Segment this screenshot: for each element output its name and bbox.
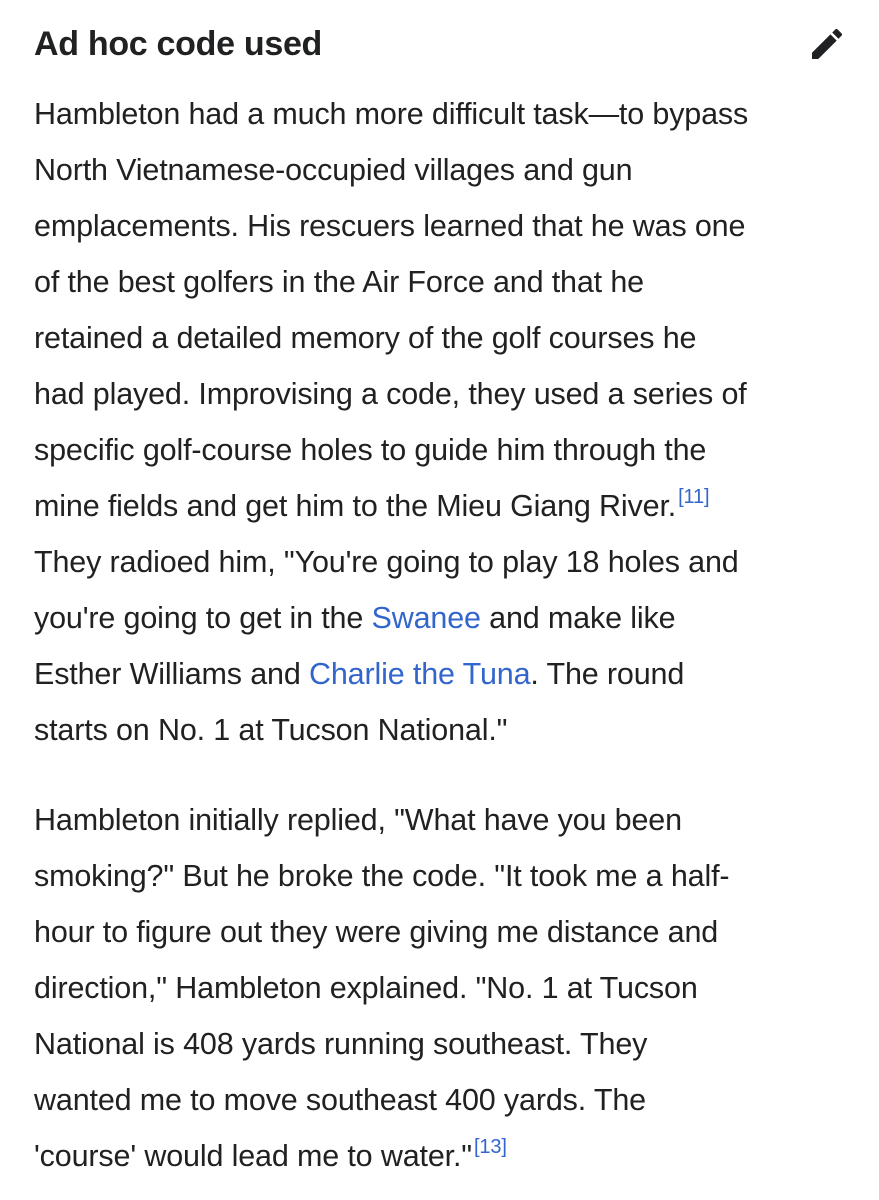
article-content [34,86,854,1184]
text-line: of the best golfers in the Air Force and that he [34,265,644,299]
text-segment: Esther Williams and [34,657,309,691]
section-header [34,18,849,74]
paragraph-2 [34,792,854,1184]
text-line: smoking?" But he broke the code. "It took me a half- [34,859,730,893]
text-line: hour to figure out they were giving me distance and [34,915,719,949]
text-line: National is 408 yards running southeast. They [34,1027,648,1061]
charlie-the-tuna-link[interactable]: Charlie the Tuna [308,657,531,691]
section-title: Ad hoc code used [34,25,323,63]
swanee-link[interactable]: Swanee [371,601,481,635]
text-segment: mine fields and get him to the Mieu Giang River. [34,489,677,523]
text-line: North Vietnamese-occupied villages and gun [34,153,633,187]
text-line: direction," Hambleton explained. "No. 1 at Tucson [34,971,698,1005]
citation-link-13[interactable]: [13] [473,1136,507,1158]
text-segment: and make like [480,601,676,635]
citation-link-11[interactable]: [11] [678,486,710,508]
text-line: wanted me to move southeast 400 yards. The [34,1083,646,1117]
text-line: Hambleton had a much more difficult task—to bypass [34,97,749,131]
text-line [34,1128,854,1184]
text-line: specific golf-course holes to guide him through the [34,433,707,467]
text-line: They radioed him, "You're going to play 18 holes and [34,545,739,579]
text-segment: you're going to get in the [34,601,372,635]
text-line: starts on No. 1 at Tucson National." [34,713,508,747]
text-line: had played. Improvising a code, they used a series of [34,377,747,411]
text-line: Hambleton initially replied, "What have you been [34,803,682,837]
text-segment: 'course' would lead me to water." [34,1139,472,1173]
paragraph-1 [34,86,854,758]
text-line: emplacements. His rescuers learned that he was one [34,209,746,243]
text-line [34,646,854,702]
text-line: retained a detailed memory of the golf courses he [34,321,697,355]
text-line [34,590,854,646]
pencil-icon [807,24,847,64]
text-line [34,478,854,534]
text-segment: . The round [530,657,685,691]
edit-section-button[interactable] [805,22,849,66]
